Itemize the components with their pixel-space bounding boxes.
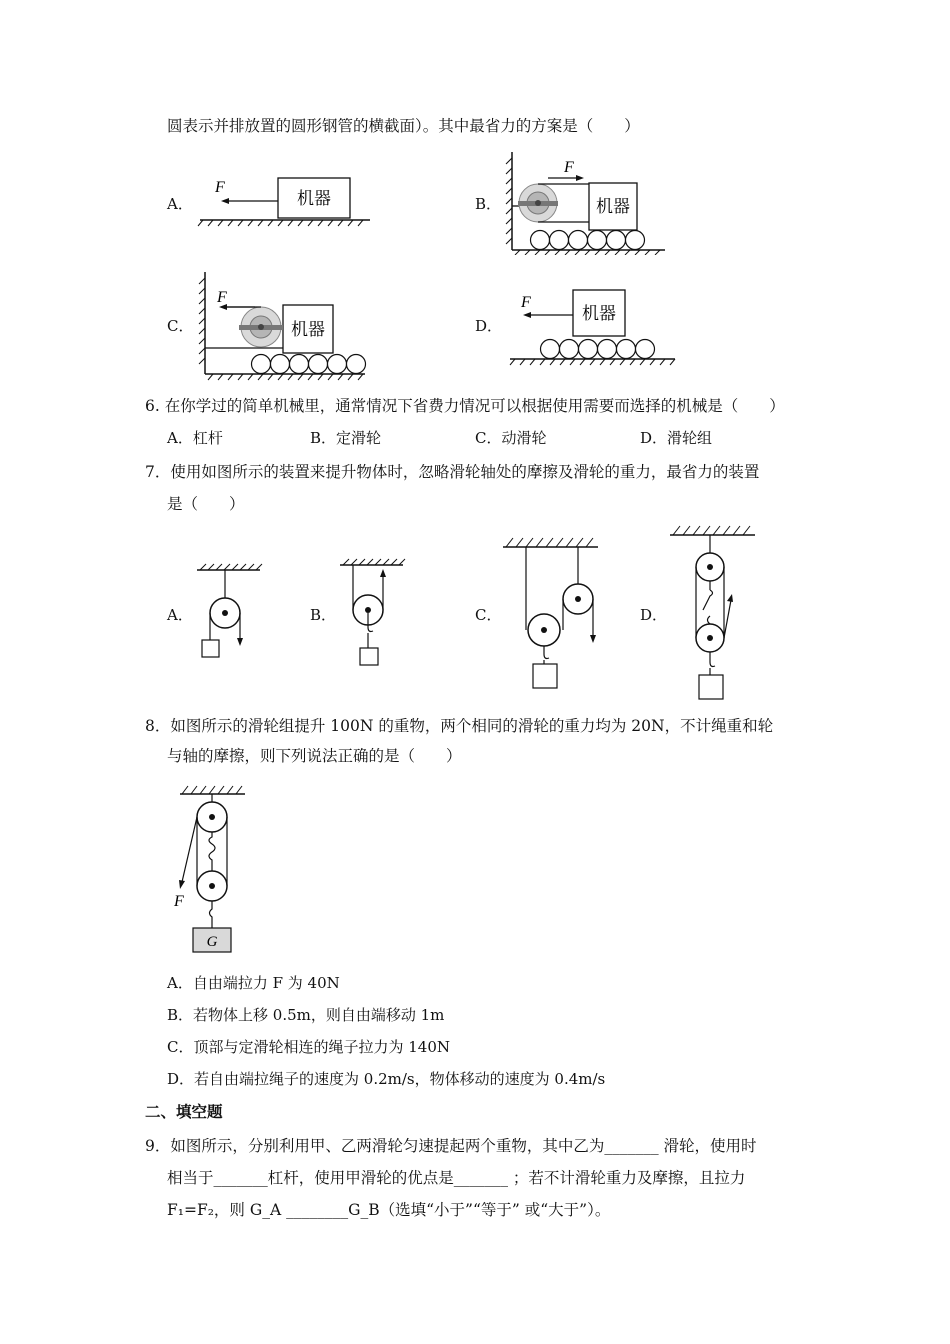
force-label: F (521, 294, 531, 311)
load-box (360, 648, 378, 665)
pull-arrowhead (380, 569, 386, 577)
q8-figure (170, 782, 255, 957)
ground-hatch (198, 220, 363, 226)
load-box (202, 640, 219, 657)
load-box (533, 664, 557, 688)
pull-arrowhead (590, 635, 596, 643)
section-title: 二、填空题 (145, 1102, 223, 1121)
q7-figure-d (665, 520, 760, 705)
q5-option-a-label[interactable]: A． (167, 195, 193, 213)
q6-option-d[interactable]: D．滑轮组 (640, 429, 713, 447)
hook (710, 652, 715, 667)
hooks-chain (209, 832, 215, 871)
force-arrowhead (221, 198, 229, 204)
q5-stem-tail: 圆表示并排放置的圆形钢管的横截面）。其中最省力的方案是（ ） (167, 117, 640, 135)
ceiling-hatch (673, 526, 750, 535)
q8-stem-line1: 8．如图所示的滑轮组提升 100N 的重物，两个相同的滑轮的重力均为 20N，不计绳重和轮 (145, 717, 774, 735)
machine-text: 机器 (291, 320, 325, 339)
machine-text: 机器 (596, 197, 630, 216)
q7-stem-line1: 7．使用如图所示的装置来提升物体时，忽略滑轮轴处的摩擦及滑轮的重力，最省力的装置 (145, 463, 760, 481)
pull-arrowhead (237, 638, 243, 646)
weight-label: G (206, 934, 218, 950)
q8-stem-line2: 与轴的摩擦，则下列说法正确的是（ ） (167, 747, 462, 765)
q7-figure-a (192, 560, 267, 665)
rope-free-end (182, 817, 197, 882)
q8-option-d[interactable]: D．若自由端拉绳子的速度为 0.2m/s，物体移动的速度为 0.4m/s (167, 1070, 606, 1088)
q5-figure-b (500, 150, 670, 255)
q5-figure-d (505, 285, 680, 370)
force-arrowhead (523, 312, 531, 318)
force-label: F (217, 289, 227, 306)
q7-option-c-label[interactable]: C． (475, 606, 502, 624)
q9-line3: F₁=F₂，则 G_A ________G_B（选填“小于”“等于” 或“大于”）。 (167, 1201, 611, 1219)
hook (544, 646, 549, 659)
ceiling-hatch (506, 538, 593, 547)
q7-option-b-label[interactable]: B． (310, 606, 337, 624)
ceiling-hatch (343, 559, 405, 565)
wall-hatch (199, 278, 205, 364)
q7-stem-line2: 是（ ） (167, 495, 245, 513)
force-label: F (174, 893, 184, 910)
rope-pull (724, 600, 731, 638)
force-label: F (215, 179, 225, 196)
ground-hatch (208, 374, 363, 380)
wall-hatch (506, 158, 512, 244)
q6-option-a[interactable]: A．杠杆 (167, 429, 223, 447)
force-label: F (564, 159, 574, 176)
ceiling-hatch (200, 564, 262, 570)
machine-text: 机器 (297, 189, 331, 208)
steel-pipes (541, 340, 655, 359)
q7-option-d-label[interactable]: D． (640, 606, 668, 624)
q9-line2: 相当于_______杠杆，使用甲滑轮的优点是_______ ；若不计滑轮重力及摩擦，且拉力 (167, 1169, 746, 1187)
q8-option-c[interactable]: C．顶部与定滑轮相连的绳子拉力为 140N (167, 1038, 451, 1056)
q5-option-b-label[interactable]: B． (475, 195, 502, 213)
q5-figure-c (195, 270, 370, 382)
ground-hatch (510, 359, 675, 365)
machine-text: 机器 (582, 304, 616, 323)
force-arrowhead (179, 880, 185, 889)
q7-option-a-label[interactable]: A． (167, 606, 193, 624)
q7-figure-c (498, 532, 603, 692)
q8-option-b[interactable]: B．若物体上移 0.5m，则自由端移动 1m (167, 1006, 445, 1024)
steel-pipes (252, 355, 366, 374)
load-box (699, 675, 723, 699)
hook (210, 901, 213, 928)
q5-figure-a (195, 170, 375, 235)
q8-option-a[interactable]: A．自由端拉力 F 为 40N (167, 974, 340, 992)
force-arrowhead (576, 175, 584, 181)
q6-stem: 6. 在你学过的简单机械里，通常情况下省费力情况可以根据使用需要而选择的机械是（ ） (145, 397, 785, 415)
q7-figure-b (335, 555, 410, 670)
pull-arrowhead (727, 594, 733, 602)
q9-line1: 9．如图所示，分别利用甲、乙两滑轮匀速提起两个重物，其中乙为_______ 滑轮，使用时 (145, 1137, 757, 1155)
steel-pipes (531, 231, 645, 250)
q5-option-d-label[interactable]: D． (475, 317, 503, 335)
q6-option-b[interactable]: B．定滑轮 (310, 429, 382, 447)
q5-option-c-label[interactable]: C． (167, 317, 194, 335)
q6-option-c[interactable]: C．动滑轮 (475, 429, 547, 447)
ceiling-hatch (182, 786, 242, 794)
